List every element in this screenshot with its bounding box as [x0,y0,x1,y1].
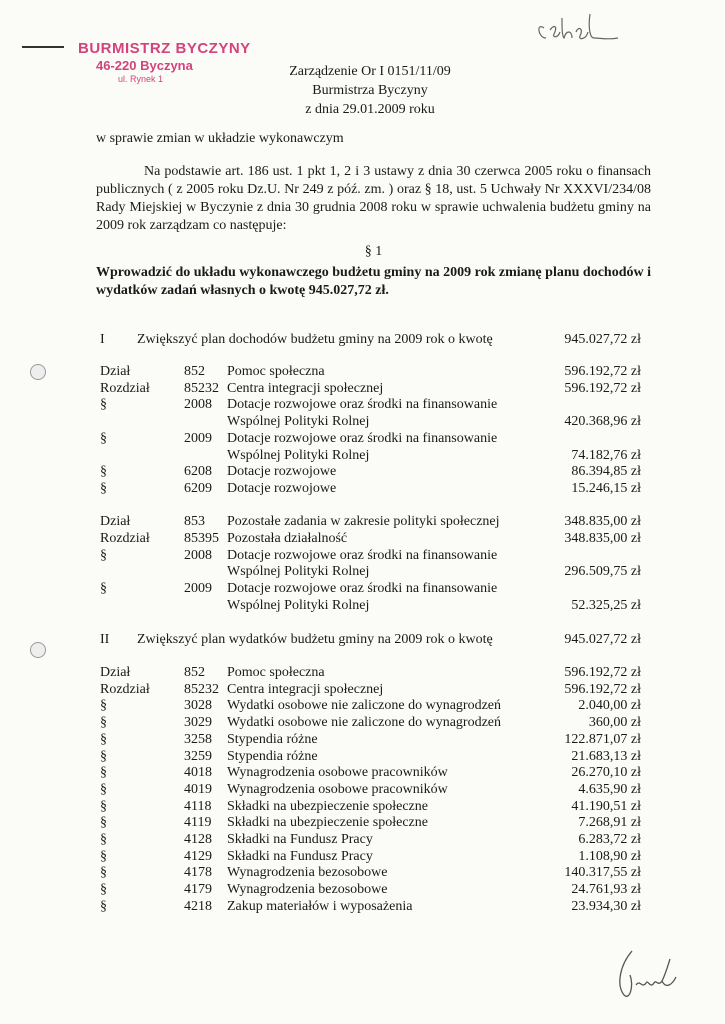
row-code: 2009 [184,581,212,597]
row-description: Wspólnej Polityki Rolnej [227,597,370,613]
ordinance-number: Zarządzenie Or I 0151/11/09 [289,64,451,79]
punch-hole-top [30,364,46,380]
row-code: 4179 [184,882,212,898]
section-2-number: II [100,632,110,647]
section-1-title: Zwiększyć plan dochodów budżetu gminy na 2009 rok o kwotę [137,332,493,347]
row-amount: 596.192,72 zł [564,681,641,697]
top-margin-line [22,46,64,48]
punch-hole-bottom [30,642,46,658]
table-row [100,715,641,732]
stamp-line-2: 46-220 Byczyna [96,58,193,73]
section-2-amount: 945.027,72 zł [564,632,641,647]
row-description: Dotacje rozwojowe oraz środki na finansowanie [227,547,498,563]
row-label: § [100,848,107,864]
row-description: Składki na ubezpieczenie społeczne [227,815,428,831]
row-code: 3258 [184,731,212,747]
row-label: § [100,480,107,496]
row-amount: 1.108,90 zł [578,848,641,864]
table-row [100,598,641,615]
row-amount: 24.761,93 zł [571,882,641,898]
row-amount: 86.394,85 zł [571,464,641,480]
row-description: Pozostała działalność [227,531,348,546]
row-amount: 15.246,15 zł [571,480,641,496]
row-label: § [100,731,107,747]
section-1-heading [100,331,641,349]
section-1-number: I [100,332,105,347]
paragraph-mark: § 1 [364,244,383,259]
table-row [100,749,641,766]
table-row [100,832,641,849]
stamp-line-3: ul. Rynek 1 [118,74,164,84]
table-row [100,899,641,916]
row-amount: 596.192,72 zł [564,380,641,396]
row-label: § [100,748,107,764]
table-row [100,865,641,882]
table-row [100,481,641,498]
row-code: 2008 [184,397,212,413]
row-code: 852 [184,364,205,379]
row-label: Rozdział [100,681,150,697]
row-label: § [100,464,107,480]
row-code: 4128 [184,832,212,847]
stamp-line-1: BURMISTRZ BYCZYNY [78,40,251,57]
table-row [100,514,641,531]
section-2-title: Zwiększyć plan wydatków budżetu gminy na 2009 rok o kwotę [137,632,493,647]
row-code: 4019 [184,781,212,797]
row-description: Składki na ubezpieczenie społeczne [227,798,428,814]
row-code: 85232 [184,681,219,697]
row-description: Składki na Fundusz Pracy [227,848,373,864]
table-row [100,581,641,598]
row-description: Pomoc społeczna [227,665,325,680]
table-row [100,765,641,782]
row-code: 6208 [184,464,212,480]
row-amount: 348.835,00 zł [564,514,641,530]
row-description: Dotacje rozwojowe [227,464,337,480]
row-label: Rozdział [100,531,150,546]
row-description: Pomoc społeczna [227,364,325,379]
ordinance-date: z dnia 29.01.2009 roku [305,102,435,117]
row-amount: 140.317,55 zł [564,865,641,881]
row-label: § [100,397,107,413]
row-label: § [100,798,107,814]
row-description: Pozostałe zadania w zakresie polityki społecznej [227,514,500,530]
row-description: Wynagrodzenia bezosobowe [227,882,388,898]
document-header [220,62,520,119]
row-amount: 348.835,00 zł [564,531,641,546]
row-description: Wydatki osobowe nie zaliczone do wynagrodzeń [227,698,502,714]
table-row [100,464,641,481]
row-label: § [100,547,107,563]
row-label: Rozdział [100,380,150,396]
row-code: 2009 [184,430,212,446]
row-label: § [100,898,107,914]
row-description: Wydatki osobowe nie zaliczone do wynagrodzeń [227,715,502,731]
table-row [100,564,641,581]
row-amount: 2.040,00 zł [578,698,641,714]
row-description: Dotacje rozwojowe oraz środki na finansowanie [227,397,498,413]
row-label: § [100,765,107,781]
table-row [100,531,641,548]
row-amount: 596.192,72 zł [564,364,641,379]
row-amount: 296.509,75 zł [564,564,641,580]
main-statement: Wprowadzić do układu wykonawczego budżetu gminy na 2009 rok zmianę planu dochodów i wydatków zadań własnych o kwotę 945.027,72 zł. [96,265,651,298]
preamble-text: Na podstawie art. 186 ust. 1 pkt 1, 2 i 3 ustawy z dnia 30 czerwca 2005 roku o finansach publicznych ( z 2005 roku Dz.U. Nr 249 z póź. zm. ) oraz § 18, ust. 5 Uchwały Nr XXXVI/234/08 Rady Miejskiej w Byczynie z dnia 30 grudnia 2008 roku w sprawie uchwalenia budżetu gminy na 2009 rok zarządzam co następuje: [96,164,651,233]
row-description: Wynagrodzenia bezosobowe [227,865,388,881]
row-code: 4018 [184,765,212,781]
table-row [100,498,641,515]
row-label: Dział [100,665,131,680]
row-amount: 122.871,07 zł [564,731,641,747]
row-code: 4218 [184,898,212,914]
handwritten-signature-bottom [610,945,680,1005]
section-2-heading [100,631,641,649]
row-description: Dotacje rozwojowe oraz środki na finansowanie [227,430,498,446]
row-description: Zakup materiałów i wyposażenia [227,898,413,914]
table-row [100,732,641,749]
row-code: 2008 [184,547,212,563]
row-label: § [100,865,107,881]
table-row [100,397,641,414]
row-amount: 26.270,10 zł [571,765,641,781]
row-label: § [100,430,107,446]
row-amount: 360,00 zł [588,715,641,731]
row-description: Wspólnej Polityki Rolnej [227,564,370,580]
row-code: 853 [184,514,205,530]
table-row [100,799,641,816]
row-description: Centra integracji społecznej [227,380,384,396]
row-code: 85395 [184,531,219,546]
row-label: § [100,698,107,714]
row-description: Składki na Fundusz Pracy [227,832,373,847]
handwritten-signature-top [532,8,622,48]
row-amount: 596.192,72 zł [564,665,641,680]
table-row [100,698,641,715]
row-code: 4129 [184,848,212,864]
table-row [100,414,641,431]
row-description: Wynagrodzenia osobowe pracowników [227,765,448,781]
row-label: § [100,815,107,831]
row-amount: 74.182,76 zł [571,447,641,463]
row-description: Centra integracji społecznej [227,681,384,697]
row-amount: 420.368,96 zł [564,414,641,430]
section-1-amount: 945.027,72 zł [564,332,641,347]
table-row [100,849,641,866]
row-amount: 23.934,30 zł [571,898,641,914]
row-code: 3029 [184,715,212,731]
row-label: Dział [100,364,131,379]
row-amount: 52.325,25 zł [571,597,641,613]
row-description: Wspólnej Polityki Rolnej [227,447,370,463]
row-code: 852 [184,665,205,680]
table-row [100,381,641,398]
row-description: Wspólnej Polityki Rolnej [227,414,370,430]
row-label: § [100,715,107,731]
table-row [100,448,641,465]
table-row [100,682,641,699]
row-description: Dotacje rozwojowe oraz środki na finansowanie [227,581,498,597]
row-description: Dotacje rozwojowe [227,480,337,496]
table-row [100,782,641,799]
table-row [100,431,641,448]
row-amount: 4.635,90 zł [578,781,641,797]
row-amount: 6.283,72 zł [578,832,641,847]
row-description: Stypendia różne [227,748,318,764]
row-label: § [100,832,107,847]
row-description: Stypendia różne [227,731,318,747]
row-code: 3028 [184,698,212,714]
table-row [100,815,641,832]
row-label: Dział [100,514,131,530]
row-description: Wynagrodzenia osobowe pracowników [227,781,448,797]
row-code: 3259 [184,748,212,764]
table-row [100,882,641,899]
row-code: 4118 [184,798,212,814]
row-label: § [100,882,107,898]
subject-line: w sprawie zmian w układzie wykonawczym [96,131,344,146]
table-row [100,665,641,682]
preamble [96,163,651,235]
row-amount: 41.190,51 zł [571,798,641,814]
row-amount: 7.268,91 zł [578,815,641,831]
row-code: 4119 [184,815,212,831]
row-code: 85232 [184,380,219,396]
row-amount: 21.683,13 zł [571,748,641,764]
table-row [100,364,641,381]
row-label: § [100,581,107,597]
issuer: Burmistrza Byczyny [312,83,428,98]
row-label: § [100,781,107,797]
row-code: 4178 [184,865,212,881]
row-code: 6209 [184,480,212,496]
table-row [100,548,641,565]
